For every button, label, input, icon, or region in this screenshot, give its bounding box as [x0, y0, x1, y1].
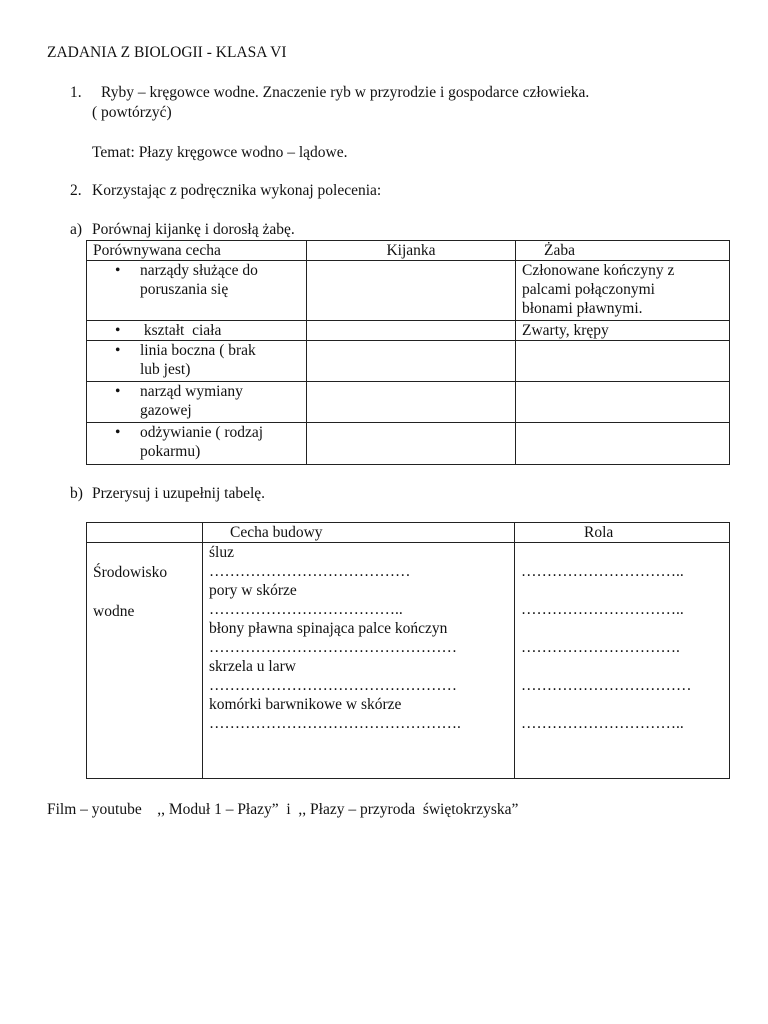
- feature-dots: …………………………………………: [209, 677, 457, 694]
- table-row: [87, 321, 730, 341]
- feature-dots: …………………………………: [209, 563, 411, 580]
- feature-name: błony pławna spinająca palce kończyn: [209, 620, 448, 637]
- role-cell: [515, 543, 730, 779]
- role-dots: …………………………..: [521, 601, 684, 618]
- feature-name: komórki barwnikowe w skórze: [209, 696, 402, 713]
- feature-cell: • odżywianie ( rodzaj pokarmu): [87, 423, 307, 465]
- header-frog: Żaba: [516, 241, 730, 261]
- table-row: [87, 543, 730, 779]
- role-dots: …………………………..: [521, 563, 684, 580]
- frog-cell: [516, 341, 730, 382]
- item-1-note: ( powtórzyć): [92, 104, 172, 121]
- role-dots: ……………………………: [521, 677, 692, 694]
- feature-name: śluz: [209, 544, 234, 561]
- role-dots: ………………………….: [521, 639, 680, 656]
- feature-dots: ………………………………………….: [209, 715, 461, 732]
- header-role: Rola: [515, 523, 730, 543]
- table-header-row: [87, 523, 730, 543]
- environment-line-2: wodne: [93, 603, 135, 620]
- task-b-label: b): [70, 485, 83, 502]
- header-tadpole: Kijanka: [307, 241, 516, 261]
- tadpole-cell: [307, 382, 516, 423]
- feature-dots: …………………………………………: [209, 639, 457, 656]
- task-a-label: a): [70, 221, 83, 238]
- table-row: [87, 341, 730, 382]
- item-2-number: 2.: [70, 182, 82, 199]
- item-2-text: Korzystając z podręcznika wykonaj polecenia:: [92, 182, 382, 199]
- tadpole-cell: [307, 261, 516, 321]
- table-row: [87, 261, 730, 321]
- frog-cell: [516, 382, 730, 423]
- task-a-text: Porównaj kijankę i dorosłą żabę.: [92, 221, 295, 238]
- page-title: ZADANIA Z BIOLOGII - KLASA VI: [47, 44, 287, 61]
- lesson-topic: Temat: Płazy kręgowce wodno – lądowe.: [92, 144, 348, 161]
- header-structure: Cecha budowy: [203, 523, 515, 543]
- tadpole-cell: [307, 341, 516, 382]
- table-header-row: [87, 241, 730, 261]
- tadpole-cell: [307, 321, 516, 341]
- structure-role-table: [86, 522, 730, 779]
- item-1-number: 1.: [70, 84, 82, 101]
- item-1-text: Ryby – kręgowce wodne. Znaczenie ryb w przyrodzie i gospodarce człowieka.: [101, 84, 590, 101]
- header-feature: Porównywana cecha: [87, 241, 307, 261]
- feature-cell: • linia boczna ( brak lub jest): [87, 341, 307, 382]
- tadpole-cell: [307, 423, 516, 465]
- header-environment: [87, 523, 203, 543]
- table-row: [87, 382, 730, 423]
- environment-cell: [87, 543, 203, 779]
- frog-cell: Zwarty, krępy: [516, 321, 730, 341]
- feature-dots: ………………………………..: [209, 601, 403, 618]
- footer-film-links: Film – youtube ,, Moduł 1 – Płazy” i ,, Płazy – przyroda świętokrzyska”: [47, 801, 519, 818]
- feature-name: skrzela u larw: [209, 658, 296, 675]
- task-b-text: Przerysuj i uzupełnij tabelę.: [92, 485, 266, 502]
- comparison-table: [86, 240, 730, 465]
- feature-cell: • narządy służące do poruszania się: [87, 261, 307, 321]
- feature-cell: • kształt ciała: [87, 321, 307, 341]
- feature-cell: • narząd wymiany gazowej: [87, 382, 307, 423]
- role-dots: …………………………..: [521, 715, 684, 732]
- feature-name: pory w skórze: [209, 582, 297, 599]
- structure-cell: [203, 543, 515, 779]
- frog-cell: [516, 423, 730, 465]
- table-row: [87, 423, 730, 465]
- frog-cell: Członowane kończyny z palcami połączonymi błonami pławnymi.: [516, 261, 730, 321]
- environment-line-1: Środowisko: [93, 564, 168, 581]
